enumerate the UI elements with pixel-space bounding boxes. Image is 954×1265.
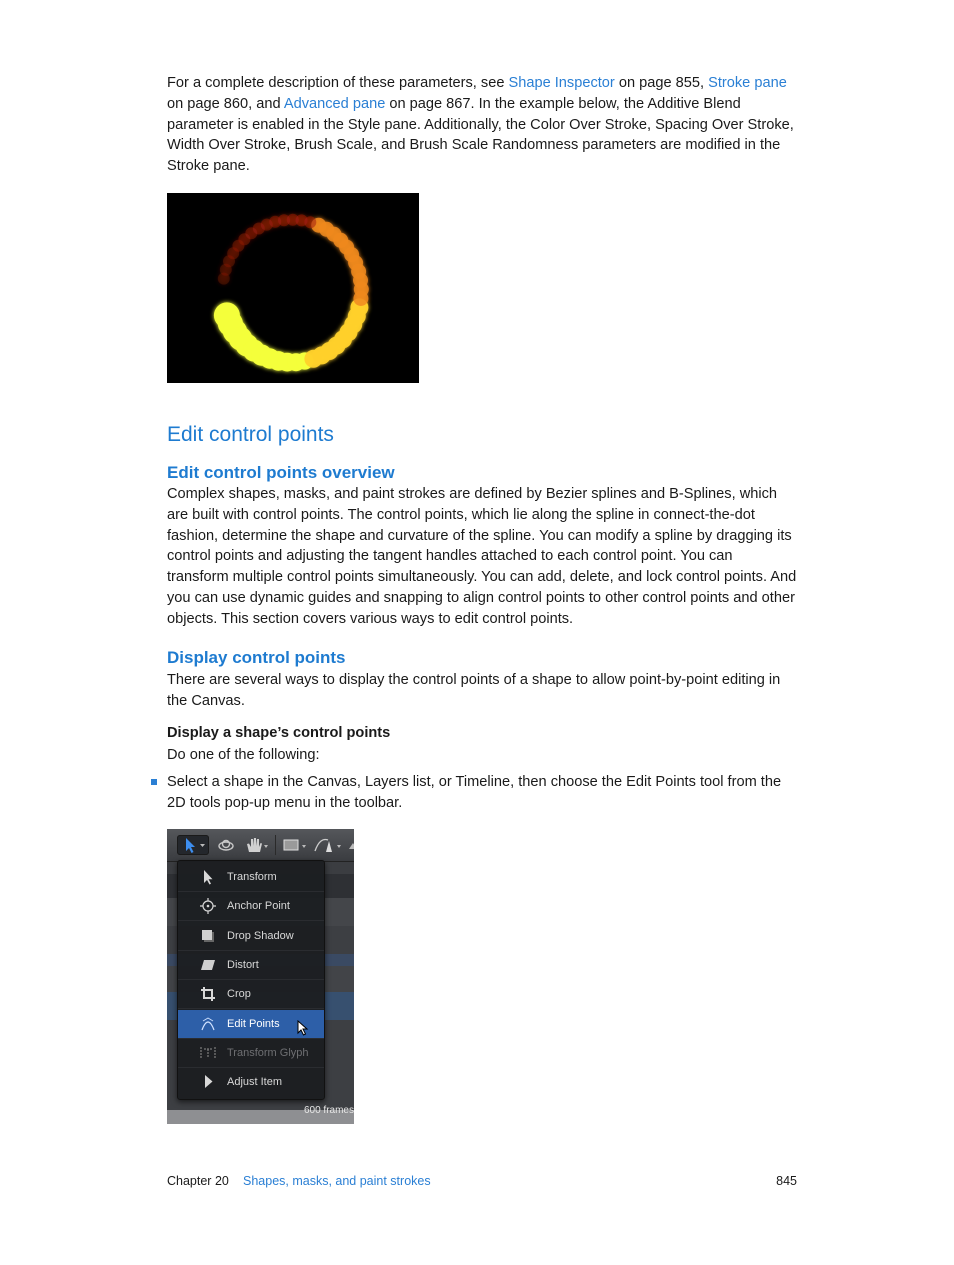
overview-paragraph: Complex shapes, masks, and paint strokes are defined by Bezier splines and B-Splines, which are built with control points. The control points, which lie along the spline in connect-the-dot fashion, determine the shape and curvature of the spline. You can modify a spline by dragging its control points and adjusting the tangent handles attached to each control point. You can transform multiple control points simultaneously. You can add, delete, and lock control points. And you can use dynamic guides and snapping to align control points to other control points and other objects. This section covers various ways to edit control points.: [167, 486, 797, 627]
task-intro: Do one of the following:: [167, 747, 320, 763]
menu-item-label: Edit Points: [227, 1017, 280, 1030]
shadow-icon: [200, 928, 216, 944]
menu-item-adjust-item[interactable]: [178, 1068, 324, 1097]
rectangle-tool-button[interactable]: [280, 835, 310, 855]
stroke-pane-link[interactable]: Stroke pane: [708, 75, 787, 91]
menu-item-label: Adjust Item: [227, 1076, 283, 1089]
intro-text-1: For a complete description of these parameters, see: [167, 75, 509, 91]
2d-tools-popup-menu: [177, 860, 325, 1100]
rectangle-icon: [280, 835, 310, 855]
toolbar-divider: [275, 835, 276, 855]
task-heading: Display a shape’s control points: [167, 725, 391, 741]
page-number: 845: [776, 1174, 797, 1188]
shape-inspector-link[interactable]: Shape Inspector: [508, 75, 615, 91]
pen-icon: [312, 835, 346, 855]
paint-dot: [218, 273, 230, 285]
advanced-pane-link[interactable]: Advanced pane: [283, 95, 386, 112]
menu-item-label: Anchor Point: [227, 900, 290, 913]
footer-chapter-link[interactable]: Shapes, masks, and paint strokes: [243, 1174, 431, 1188]
menu-item-anchor-point[interactable]: [178, 892, 324, 921]
menu-item-label: Transform: [227, 871, 277, 883]
hand-icon: [241, 835, 271, 855]
bullet-square-icon: [151, 779, 157, 785]
bezier-tool-button[interactable]: [312, 835, 346, 855]
menu-item-transform-glyph: [178, 1039, 324, 1068]
intro-text-2: on page 855,: [614, 75, 709, 91]
menu-item-crop[interactable]: [178, 980, 324, 1009]
frames-counter: 600 frames: [303, 1105, 354, 1116]
overview-heading: Edit control points overview: [167, 463, 395, 482]
intro-text-3: on page 860, and: [167, 95, 284, 112]
anchor-icon: [200, 898, 216, 914]
glowing-ring-image: [167, 193, 419, 383]
intro-text-4: on page 867. In the example below, the Additive Blend parameter is enabled in the Style pane. Additionally, the Color Over Stroke, Spacing Over Stroke, Width Over Stroke, Brush Scale, and Brush Scale Randomness parameters are modified in the Stroke pane.: [167, 95, 794, 175]
display-heading: Display control points: [167, 648, 346, 667]
menu-item-label: Transform Glyph: [227, 1046, 309, 1059]
distort-icon: [200, 957, 216, 973]
menu-item-drop-shadow[interactable]: [178, 922, 324, 951]
section-title: Edit control points: [167, 423, 334, 446]
tools-popup-menu-figure: [167, 829, 354, 1124]
orbit-tool-button[interactable]: [215, 835, 237, 855]
intro-paragraph: [167, 73, 797, 177]
menu-item-label: Distort: [227, 958, 259, 971]
adjust-icon: [200, 1074, 216, 1090]
menu-item-label: Drop Shadow: [227, 929, 294, 942]
toolbar: [167, 829, 354, 862]
menu-item-distort[interactable]: [178, 951, 324, 980]
menu-item-label: Crop: [227, 988, 251, 1001]
select-tool-button[interactable]: [177, 835, 209, 855]
paint-stroke-example-figure: [167, 193, 419, 383]
toolbar-overflow-icon: [349, 843, 354, 849]
menu-item-transform[interactable]: [178, 863, 324, 892]
footer-chapter: Chapter 20: [167, 1174, 229, 1188]
orbit-icon: [215, 835, 237, 855]
pan-tool-button[interactable]: [241, 835, 271, 855]
mouse-cursor-icon: [297, 1020, 309, 1036]
glyph-icon: [200, 1045, 216, 1061]
blue-arrow-icon: [177, 835, 209, 855]
edit-points-icon: [200, 1016, 216, 1032]
bullet-item: Select a shape in the Canvas, Layers list, or Timeline, then choose the Edit Points tool from the 2D tools pop-up menu in the toolbar.: [167, 774, 782, 811]
crop-icon: [200, 986, 216, 1002]
menu-item-edit-points[interactable]: [178, 1010, 324, 1039]
display-paragraph: There are several ways to display the control points of a shape to allow point-by-point editing in the Canvas.: [167, 672, 781, 709]
arrow-icon: [200, 869, 216, 885]
